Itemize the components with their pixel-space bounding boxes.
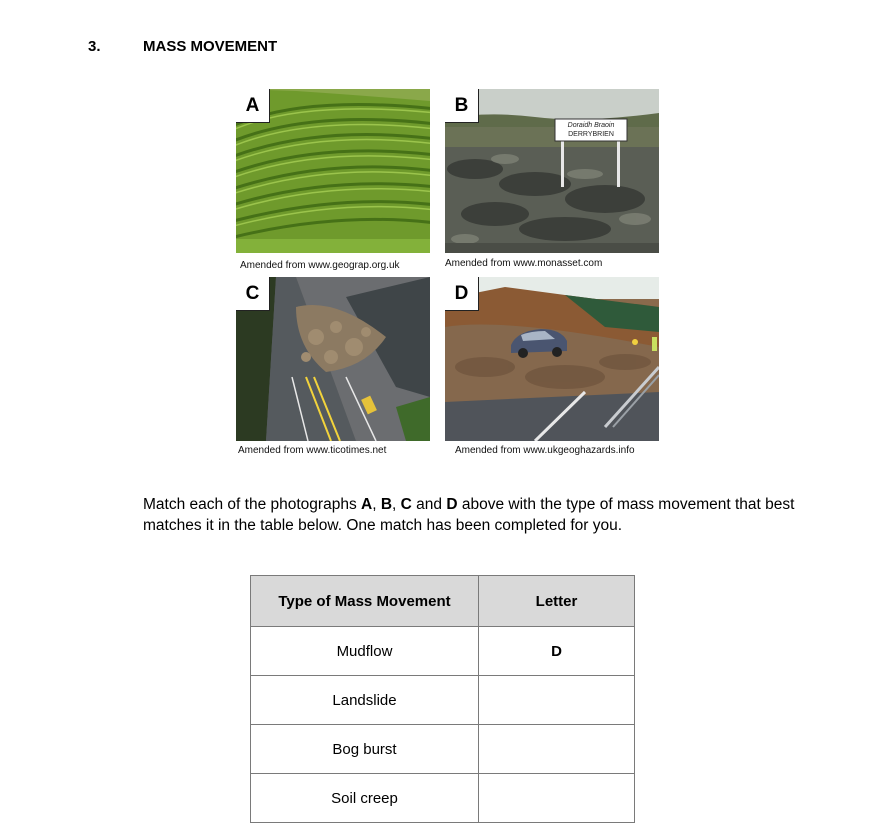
photo-d-label: D: [445, 277, 479, 311]
question-title: MASS MOVEMENT: [143, 38, 278, 55]
photo-c-label: C: [236, 277, 270, 311]
photo-a: [236, 89, 430, 253]
table-row: [251, 676, 635, 725]
letter-cell[interactable]: [479, 725, 635, 774]
photo-a-credit: Amended from www.geograp.org.uk: [240, 260, 400, 271]
header-type: Type of Mass Movement: [251, 576, 479, 627]
type-cell: Bog burst: [251, 725, 479, 774]
photo-d: [445, 277, 659, 441]
photo-b-sign-line1: Doraidh Braoin: [567, 122, 615, 129]
letter-cell[interactable]: [479, 676, 635, 725]
instructions-sep1: ,: [372, 496, 381, 513]
instructions-and: and: [411, 496, 447, 513]
photo-b-sign-line2: DERRYBRIEN: [568, 131, 614, 138]
letter-cell[interactable]: D: [479, 627, 635, 676]
type-cell: Soil creep: [251, 774, 479, 823]
instructions: [143, 494, 803, 536]
letter-cell[interactable]: [479, 774, 635, 823]
instructions-letter-d: D: [446, 496, 458, 513]
instructions-part1: Match each of the photographs: [143, 496, 362, 513]
instructions-part2: above with the type of mass movement that best matches it in the table below. One match has been completed for you.: [143, 496, 795, 534]
instructions-letter-a: A: [361, 496, 373, 513]
instructions-letter-c: C: [400, 496, 412, 513]
photo-b: [445, 89, 659, 253]
table-header-row: [251, 576, 635, 627]
instructions-sep2: ,: [392, 496, 401, 513]
table-row: [251, 774, 635, 823]
header-letter: Letter: [479, 576, 635, 627]
photo-a-label: A: [236, 89, 270, 123]
table-row: [251, 627, 635, 676]
question-number: 3.: [88, 38, 101, 55]
photo-b-credit: Amended from www.monasset.com: [445, 258, 603, 269]
type-cell: Landslide: [251, 676, 479, 725]
table-row: [251, 725, 635, 774]
instructions-letter-b: B: [380, 496, 393, 513]
photo-c: [236, 277, 430, 441]
photo-c-credit: Amended from www.ticotimes.net: [238, 445, 387, 456]
photo-d-credit: Amended from www.ukgeoghazards.info: [455, 445, 635, 456]
photo-b-label: B: [445, 89, 479, 123]
mass-movement-table: [250, 575, 635, 823]
type-cell: Mudflow: [251, 627, 479, 676]
